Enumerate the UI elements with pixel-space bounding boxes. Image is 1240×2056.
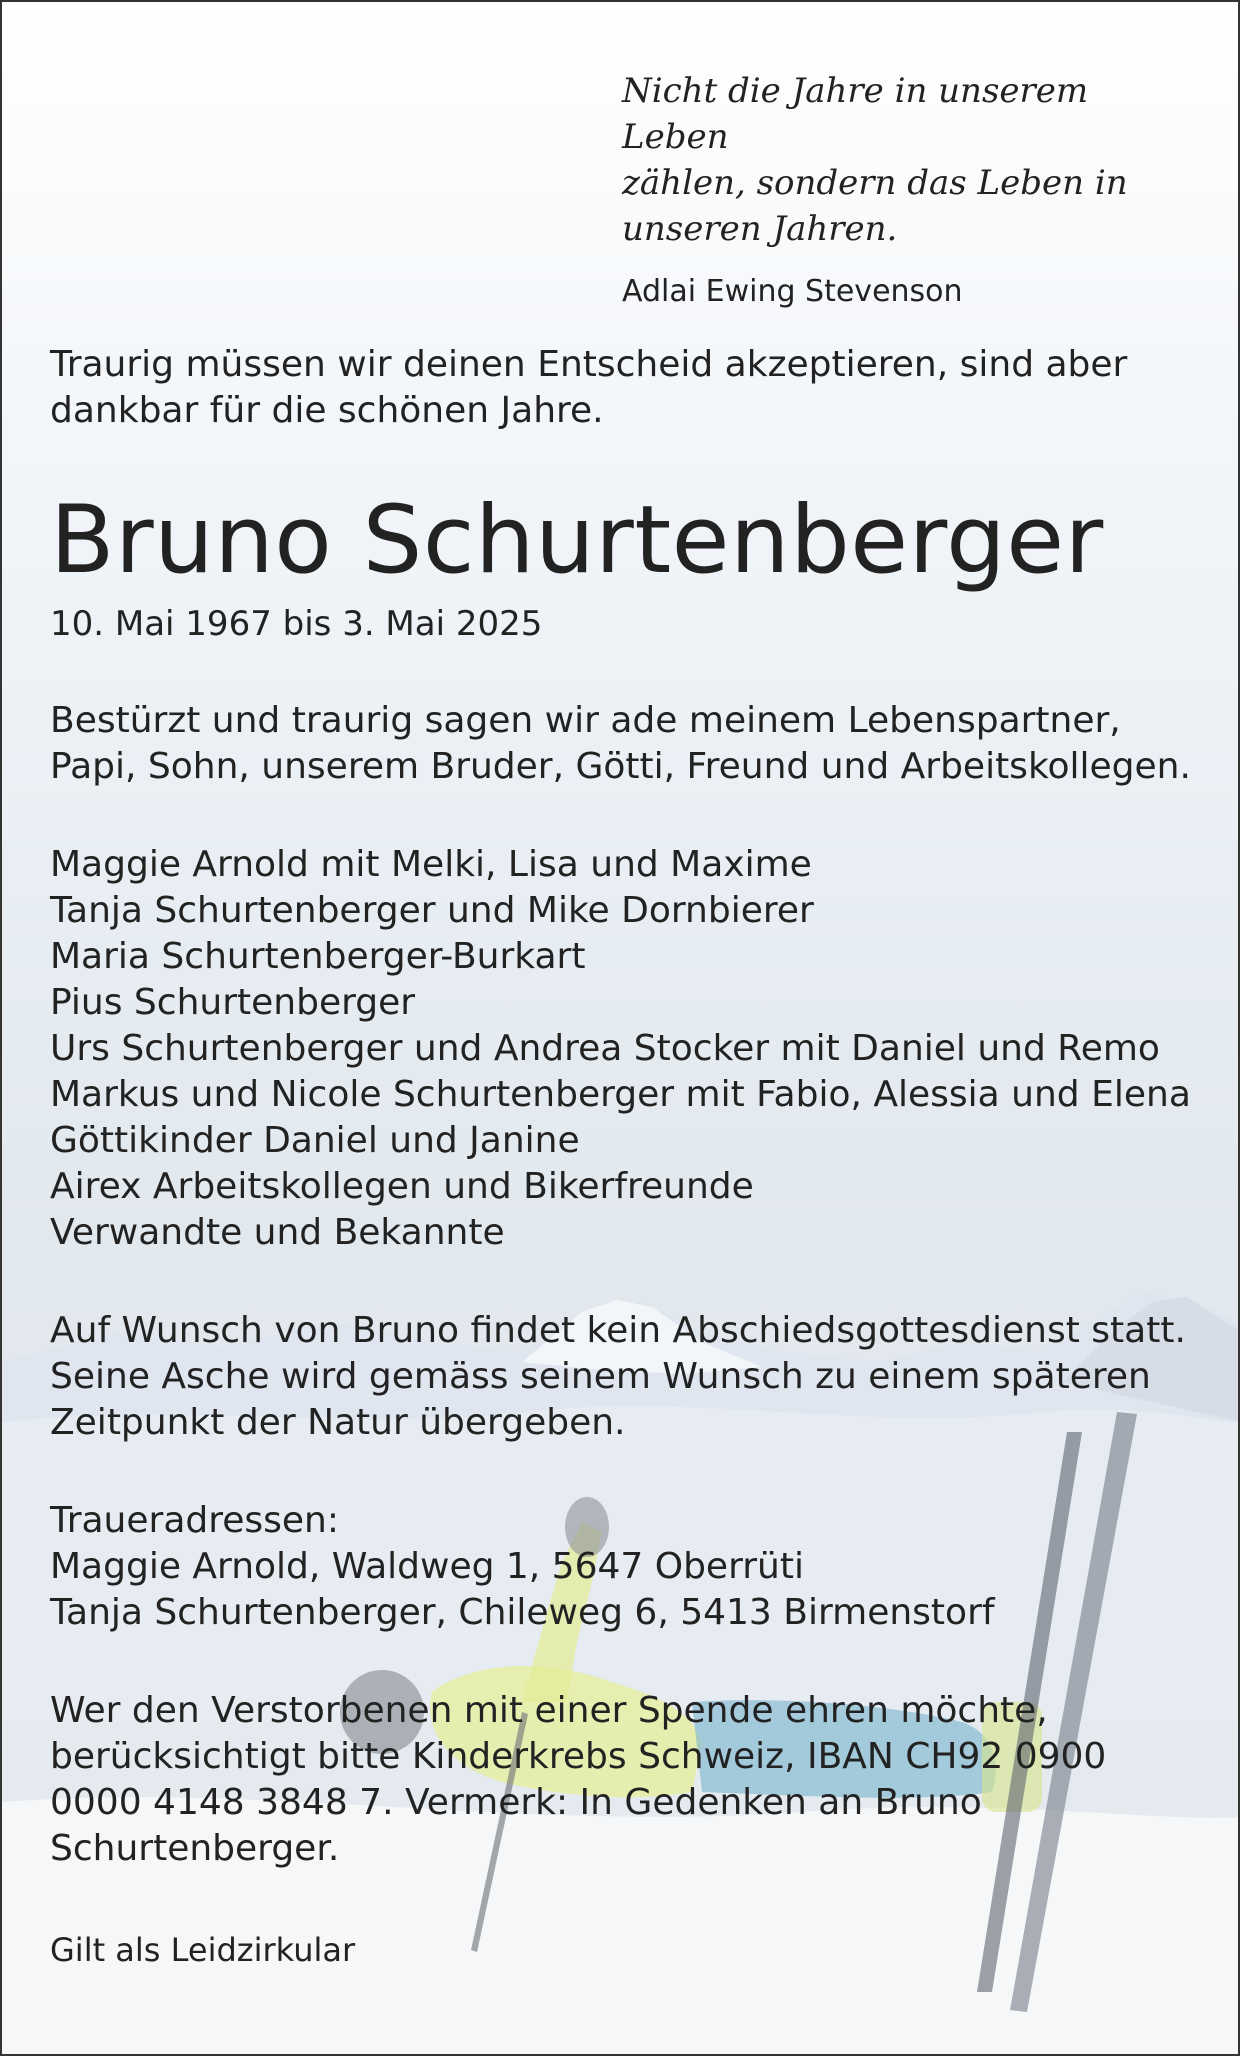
footer-note: Gilt als Leidzirkular <box>50 1931 356 1969</box>
mourner-item: Maggie Arnold mit Melki, Lisa und Maxime <box>50 844 812 885</box>
mourning-addresses <box>50 1498 1200 1636</box>
mourners-list <box>50 842 1200 1256</box>
address-line: Tanja Schurtenberger, Chileweg 6, 5413 Birmenstorf <box>50 1592 995 1633</box>
address-line: Maggie Arnold, Waldweg 1, 5647 Oberrüti <box>50 1546 804 1587</box>
mourner-item: Pius Schurtenberger <box>50 982 416 1023</box>
mourner-item: Urs Schurtenberger und Andrea Stocker mit Daniel und Remo <box>50 1028 1160 1069</box>
life-dates: 10. Mai 1967 bis 3. Mai 2025 <box>50 604 543 644</box>
mourner-item: Göttikinder Daniel und Janine <box>50 1120 580 1161</box>
intro-text: Traurig müssen wir deinen Entscheid akzeptieren, sind aber dankbar für die schönen Jahre. <box>50 344 1128 431</box>
mourner-item: Maria Schurtenberger-Burkart <box>50 936 586 977</box>
donation-text: Wer den Verstorbenen mit einer Spende ehren möchte, berücksichtigt bitte Kinderkrebs Schweiz, IBAN CH92 0900 0000 4148 3848 7. Vermerk: In Gedenken an Bruno Schurtenberger. <box>50 1690 1107 1869</box>
epigraph-author: Adlai Ewing Stevenson <box>622 274 963 309</box>
mourner-item: Verwandte und Bekannte <box>50 1212 505 1253</box>
deceased-name: Bruno Schurtenberger <box>50 486 1104 595</box>
notice-body <box>50 342 1200 1970</box>
mourner-item: Markus und Nicole Schurtenberger mit Fabio, Alessia und Elena <box>50 1074 1191 1115</box>
mourner-item: Airex Arbeitskollegen und Bikerfreunde <box>50 1166 754 1207</box>
service-note: Auf Wunsch von Bruno findet kein Abschiedsgottesdienst statt. Seine Asche wird gemäss seinem Wunsch zu einem späteren Zeitpunkt der Natur übergeben. <box>50 1310 1186 1443</box>
farewell-text: Bestürzt und traurig sagen wir ade meinem Lebenspartner, Papi, Sohn, unserem Bruder, Götti, Freund und Arbeitskollegen. <box>50 700 1191 787</box>
epigraph-text: Nicht die Jahre in unserem Leben zählen, sondern das Leben in unseren Jahren. <box>622 71 1128 249</box>
addresses-label: Traueradressen: <box>50 1500 340 1541</box>
epigraph <box>622 68 1202 309</box>
mourner-item: Tanja Schurtenberger und Mike Dornbierer <box>50 890 814 931</box>
